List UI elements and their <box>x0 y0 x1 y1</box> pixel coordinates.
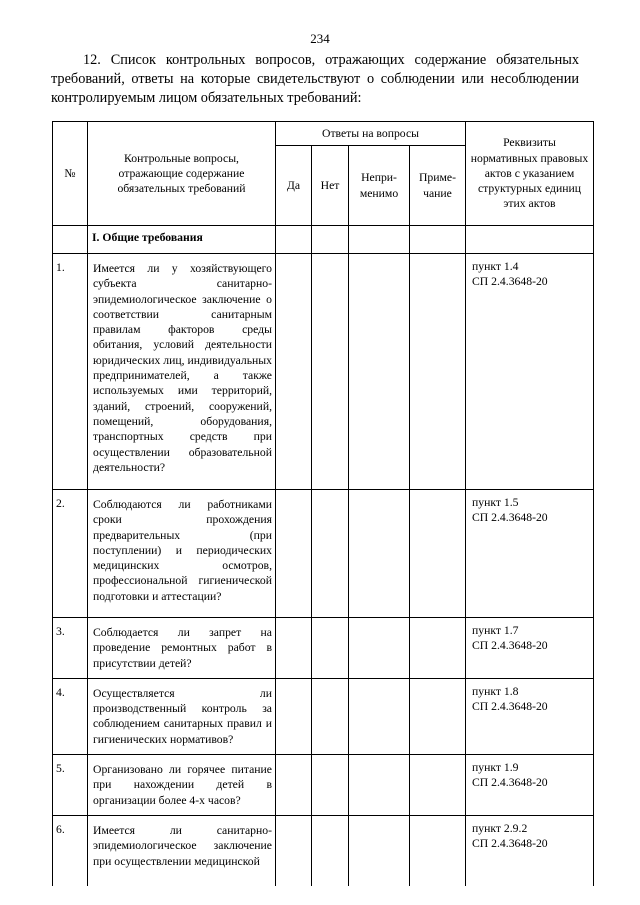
row-number: 2. <box>53 490 88 618</box>
header-not-applicable: Непри-менимо <box>349 146 410 226</box>
row-question: Соблюдаются ли работниками сроки прохождения предварительных (при поступлении) и периодических медицинских осмотров, профессиональной гигиенической подготовки и аттестации? <box>88 490 276 618</box>
answer-note-cell <box>410 254 466 490</box>
row-reference <box>466 254 594 490</box>
row-number: 6. <box>53 816 88 886</box>
row-reference <box>466 678 594 754</box>
table-row <box>53 618 594 679</box>
header-requisites: Реквизиты нормативных правовых актов с указанием структурных единиц этих актов <box>466 122 594 226</box>
reference-point: пункт 1.4 <box>472 260 519 273</box>
row-number: 5. <box>53 755 88 816</box>
reference-point: пункт 1.7 <box>472 624 519 637</box>
row-question: Осуществляется ли производственный контроль за соблюдением санитарных правил и гигиенических нормативов? <box>88 678 276 754</box>
answer-no-cell <box>312 678 349 754</box>
reference-document: СП 2.4.3648-20 <box>472 275 548 289</box>
row-reference <box>466 618 594 679</box>
reference-document: СП 2.4.3648-20 <box>472 776 548 790</box>
reference-point: пункт 1.9 <box>472 761 519 775</box>
row-reference <box>466 755 594 816</box>
checklist-table <box>52 121 594 886</box>
answer-na-cell <box>349 490 410 618</box>
header-number: № <box>53 122 88 226</box>
header-note: Приме-чание <box>410 146 466 226</box>
answer-yes-cell <box>276 618 312 679</box>
table-row <box>53 816 594 886</box>
answer-na-cell <box>349 816 410 886</box>
answer-yes-cell <box>276 755 312 816</box>
answer-yes-cell <box>276 490 312 618</box>
answer-no-cell <box>312 490 349 618</box>
table-row <box>53 490 594 618</box>
row-number: 4. <box>53 678 88 754</box>
table-row <box>53 755 594 816</box>
section-title: I. Общие требования <box>88 226 276 254</box>
answer-no-cell <box>312 816 349 886</box>
header-yes: Да <box>276 146 312 226</box>
answer-note-cell <box>410 816 466 886</box>
answer-note-cell <box>410 618 466 679</box>
answer-na-cell <box>349 618 410 679</box>
row-question: Имеется ли санитарно-эпидемиологическое заключение при осуществлении медицинской <box>88 816 276 886</box>
answer-note-cell <box>410 490 466 618</box>
answer-no-cell <box>312 755 349 816</box>
reference-document: СП 2.4.3648-20 <box>472 700 548 714</box>
reference-document: СП 2.4.3648-20 <box>472 511 548 525</box>
table-row <box>53 254 594 490</box>
reference-document: СП 2.4.3648-20 <box>472 837 548 851</box>
reference-point: пункт 1.5 <box>472 496 519 509</box>
reference-point: пункт 2.9.2 <box>472 822 528 836</box>
row-question: Организовано ли горячее питание при нахождении детей в организации более 4-х часов? <box>88 755 276 816</box>
section-row <box>53 226 594 254</box>
answer-yes-cell <box>276 816 312 886</box>
row-number: 1. <box>53 254 88 490</box>
row-number: 3. <box>53 618 88 679</box>
page-number: 234 <box>310 31 330 46</box>
answer-na-cell <box>349 678 410 754</box>
section-heading: 12. Список контрольных вопросов, отражающих содержание обязательных требований, ответы на которые свидетельствуют о соблюдении или несоблюдении контролируемым лицом обязательных требований: <box>51 52 579 106</box>
row-reference <box>466 816 594 886</box>
header-no: Нет <box>312 146 349 226</box>
answer-yes-cell <box>276 678 312 754</box>
answer-no-cell <box>312 254 349 490</box>
reference-document: СП 2.4.3648-20 <box>472 639 548 653</box>
reference-point: пункт 1.8 <box>472 684 519 698</box>
answer-yes-cell <box>276 254 312 490</box>
table-row <box>53 678 594 754</box>
answer-note-cell <box>410 755 466 816</box>
row-question: Имеется ли у хозяйствующего субъекта санитарно-эпидемиологическое заключение о соответствии санитарным правилам факторов среды обитания, условий деятельности юридических лиц, индивидуальных предпринимателей, а также используемых ими территорий, зданий, строений, сооружений, помещений, оборудования, транспортных средств при осуществлении образовательной деятельности? <box>88 254 276 490</box>
answer-no-cell <box>312 618 349 679</box>
header-answers: Ответы на вопросы <box>276 122 466 146</box>
row-reference <box>466 490 594 618</box>
answer-note-cell <box>410 678 466 754</box>
header-question: Контрольные вопросы, отражающие содержание обязательных требований <box>88 122 276 226</box>
row-question: Соблюдается ли запрет на проведение ремонтных работ в присутствии детей? <box>88 618 276 679</box>
answer-na-cell <box>349 254 410 490</box>
answer-na-cell <box>349 755 410 816</box>
